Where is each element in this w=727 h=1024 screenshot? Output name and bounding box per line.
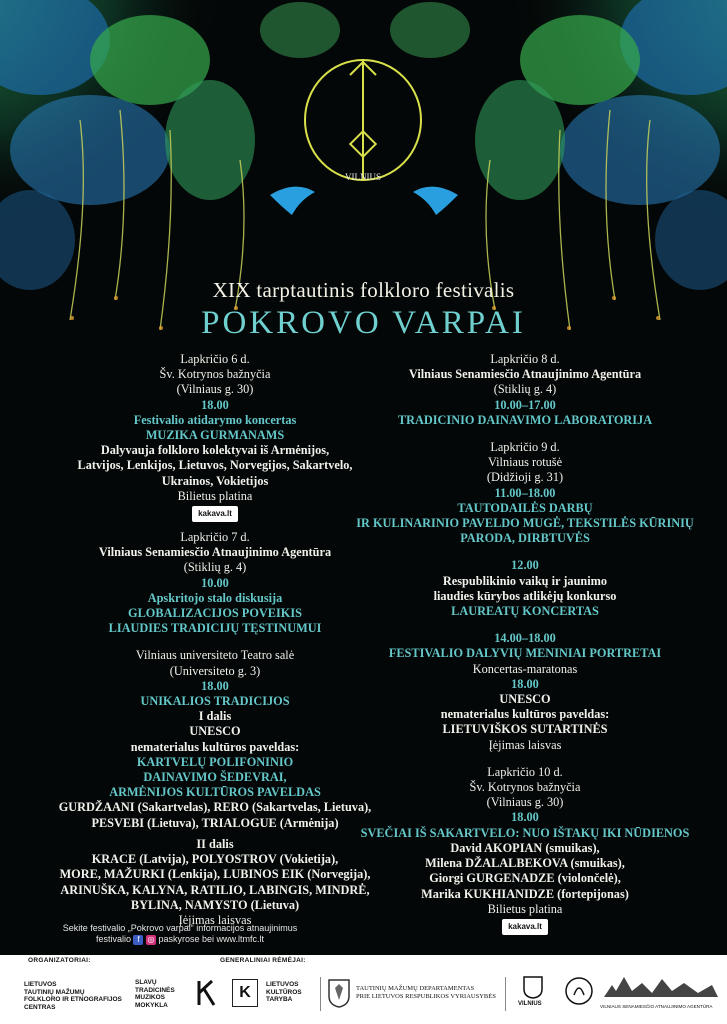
event-time: 18.00	[201, 678, 229, 693]
free-entry: Įėjimas laisvas	[488, 737, 562, 752]
event-title: TAUTODAILĖS DARBŲ	[457, 500, 593, 515]
event-venue: Vilniaus Senamiesčio Atnaujinimo Agentūra	[408, 367, 642, 382]
event-time: 11.00–18.00	[494, 485, 556, 500]
tickets-label: Bilietus platina	[177, 488, 253, 503]
instagram-icon[interactable]: ◎	[147, 934, 155, 944]
heritage-label: nematerialus kultūros paveldas:	[440, 707, 610, 722]
event-time: 18.00	[201, 397, 229, 412]
heritage-title: KARTVELŲ POLIFONINIO	[136, 754, 294, 769]
heritage-title: LIETUVIŠKOS SUTARTINĖS	[442, 722, 608, 737]
title-block	[0, 278, 727, 342]
event-time: 10.00	[201, 575, 229, 590]
sponsor-council-culture: LIETUVOS KULTŪROS TARYBA	[266, 981, 302, 1003]
follow-text: Sekite festivalio „Pokrovo varpai“ informacijos atnaujinimus	[62, 923, 298, 933]
sponsor-vilnius: VILNIUS	[518, 1001, 542, 1007]
event-title: TRADICINIO DAINAVIMO LABORATORIJA	[397, 412, 653, 427]
event-time: 10.00–17.00	[494, 397, 556, 412]
k-logo-icon	[196, 979, 218, 1007]
follow-notice	[40, 923, 320, 945]
performers-line: BYLINA, NAMYSTO (Lietuva)	[130, 897, 300, 912]
free-entry: Įėjimas laisvas	[178, 912, 252, 927]
event-address: (Universiteto g. 3)	[169, 663, 261, 678]
event-description: Dalyvauja folkloro kolektyvai iš Armėnijos,	[100, 443, 330, 458]
part-label: II dalis	[196, 836, 234, 851]
event-description: Koncertas-maratonas	[472, 661, 578, 676]
event-address: (Stiklių g. 4)	[493, 382, 557, 397]
facebook-icon[interactable]: f	[133, 935, 143, 945]
event-title: SVEČIAI IŠ SAKARTVELO: NUO IŠTAKŲ IKI NŪDIENOS	[360, 825, 690, 840]
schedule-right	[345, 352, 705, 937]
festival-title: POKROVO VARPAI	[201, 305, 526, 341]
event-title: LIAUDIES TRADICIJŲ TĘSTINUMUI	[108, 621, 322, 636]
event-title: GLOBALIZACIJOS POVEIKIS	[128, 606, 302, 621]
event-venue: Vilniaus rotušė	[487, 455, 563, 470]
tickets-label: Bilietus platina	[487, 901, 563, 916]
event-date: Lapkričio 8 d.	[490, 352, 560, 366]
event-address: (Didžioji g. 31)	[486, 470, 564, 485]
round-seal-icon	[564, 975, 594, 1007]
kakava-ticket-link[interactable]: kakava.lt	[192, 506, 238, 522]
sponsor-minorities-department: TAUTINIŲ MAŽUMŲ DEPARTAMENTAS PRIE LIETUVOS RESPUBLIKOS VYRIAUSYBĖS	[356, 985, 496, 1000]
heritage-title: DAINAVIMO ŠEDEVRAI,	[143, 770, 287, 785]
unesco-label: UNESCO	[499, 692, 551, 707]
event-date: Lapkričio 9 d.	[490, 440, 560, 455]
unesco-label: UNESCO	[189, 724, 241, 739]
performer: Milena DŽALALBEKOVA (smuikas),	[425, 856, 625, 871]
sponsor-old-town-agency: VILNIAUS SENAMIESČIO ATNAUJINIMO AGENTŪRA	[600, 1004, 713, 1009]
event-address: (Stiklių g. 4)	[183, 560, 247, 575]
event-date: Lapkričio 6 d.	[180, 352, 250, 366]
performer: Marika KUKHIANIDZE (fortepijonas)	[421, 886, 629, 901]
event-date: Lapkričio 10 d.	[487, 764, 563, 779]
event-description: Latvijos, Lenkijos, Lietuvos, Norvegijos, Sakartvelo,	[77, 458, 353, 473]
organizer-logo-slavic-school: SLAVŲ TRADICINĖS MUZIKOS MOKYKLA	[135, 979, 175, 1009]
performers-line: PESVEBI (Lietuva), TRIALOGUE (Armėnija)	[91, 815, 339, 830]
performers-line: ARINUŠKA, KALYNA, RATILIO, LABINGIS, MINDRĖ,	[60, 882, 370, 897]
performer: Giorgi GURGENADZE (violončelė),	[429, 871, 621, 886]
old-town-skyline-icon	[602, 973, 720, 999]
event-venue: Vilniaus universiteto Teatro salė	[135, 648, 295, 663]
event-title: PARODA, DIRBTUVĖS	[460, 531, 590, 546]
event-address: (Vilniaus g. 30)	[176, 382, 254, 397]
performers-line: GURDŽAANI (Sakartvelas), RERO (Sakartvelas, Lietuva),	[58, 800, 372, 815]
sponsors-label: GENERALINIAI RĖMĖJAI:	[220, 957, 306, 964]
event-description: Respublikinio vaikų ir jaunimo	[442, 573, 608, 588]
sponsors-footer	[0, 955, 727, 1024]
part-label: I dalis	[198, 709, 232, 724]
event-venue: Vilniaus Senamiesčio Atnaujinimo Agentūra	[98, 545, 332, 560]
event-title: FESTIVALIO DALYVIŲ MENINIAI PORTRETAI	[388, 646, 662, 661]
follow-text: festivalio	[95, 934, 131, 944]
heritage-title: ARMĖNIJOS KULTŪROS PAVELDAS	[109, 785, 321, 800]
kakava-ticket-link[interactable]: kakava.lt	[502, 919, 548, 935]
organizer-logo-ltmfec: LIETUVOS TAUTINIŲ MAŽUMŲ FOLKLORO IR ETNOGRAFIJOS CENTRAS	[24, 981, 122, 1011]
event-description: liaudies kūrybos atlikėjų konkurso	[433, 588, 617, 603]
organizers-label: ORGANIZATORIAI:	[28, 957, 91, 964]
event-title: Apskritojo stalo diskusija	[147, 590, 283, 605]
event-address: (Vilniaus g. 30)	[486, 795, 564, 810]
festival-subtitle: XIX tarptautinis folkloro festivalis	[212, 278, 515, 302]
event-time: 14.00–18.00	[494, 631, 556, 646]
performer: David AKOPIAN (smuikas),	[450, 840, 600, 855]
lkt-logo-icon: K	[232, 979, 258, 1007]
heritage-label: nematerialus kultūros paveldas:	[130, 739, 300, 754]
event-date: Lapkričio 7 d.	[180, 530, 250, 545]
event-venue: Šv. Kotrynos bažnyčia	[159, 367, 271, 382]
event-title: LAUREATŲ KONCERTAS	[451, 604, 599, 619]
event-time: 12.00	[511, 558, 539, 573]
follow-link-text[interactable]: paskyrose bei www.ltmfc.lt	[158, 934, 265, 944]
event-venue: Šv. Kotrynos bažnyčia	[469, 780, 581, 795]
coat-of-arms-icon	[327, 978, 351, 1008]
event-time: 18.00	[511, 676, 539, 691]
event-title: MUZIKA GURMANAMS	[145, 428, 285, 443]
event-time: 18.00	[511, 810, 539, 825]
event-title: IR KULINARINIO PAVELDO MUGĖ, TEKSTILĖS KŪRINIŲ	[356, 516, 694, 531]
vilnius-crest-icon	[522, 975, 544, 999]
event-description: Ukrainos, Vokietijos	[161, 473, 269, 488]
performers-line: KRACE (Latvija), POLYOSTROV (Vokietija),	[91, 852, 339, 867]
performers-line: MORE, MAŽURKI (Lenkija), LUBINOS EIK (Norvegija),	[59, 867, 371, 882]
emblem-label: VILNIUS	[345, 172, 381, 182]
event-title: Festivalio atidarymo koncertas	[133, 412, 297, 427]
event-title: UNIKALIOS TRADICIJOS	[140, 694, 290, 709]
